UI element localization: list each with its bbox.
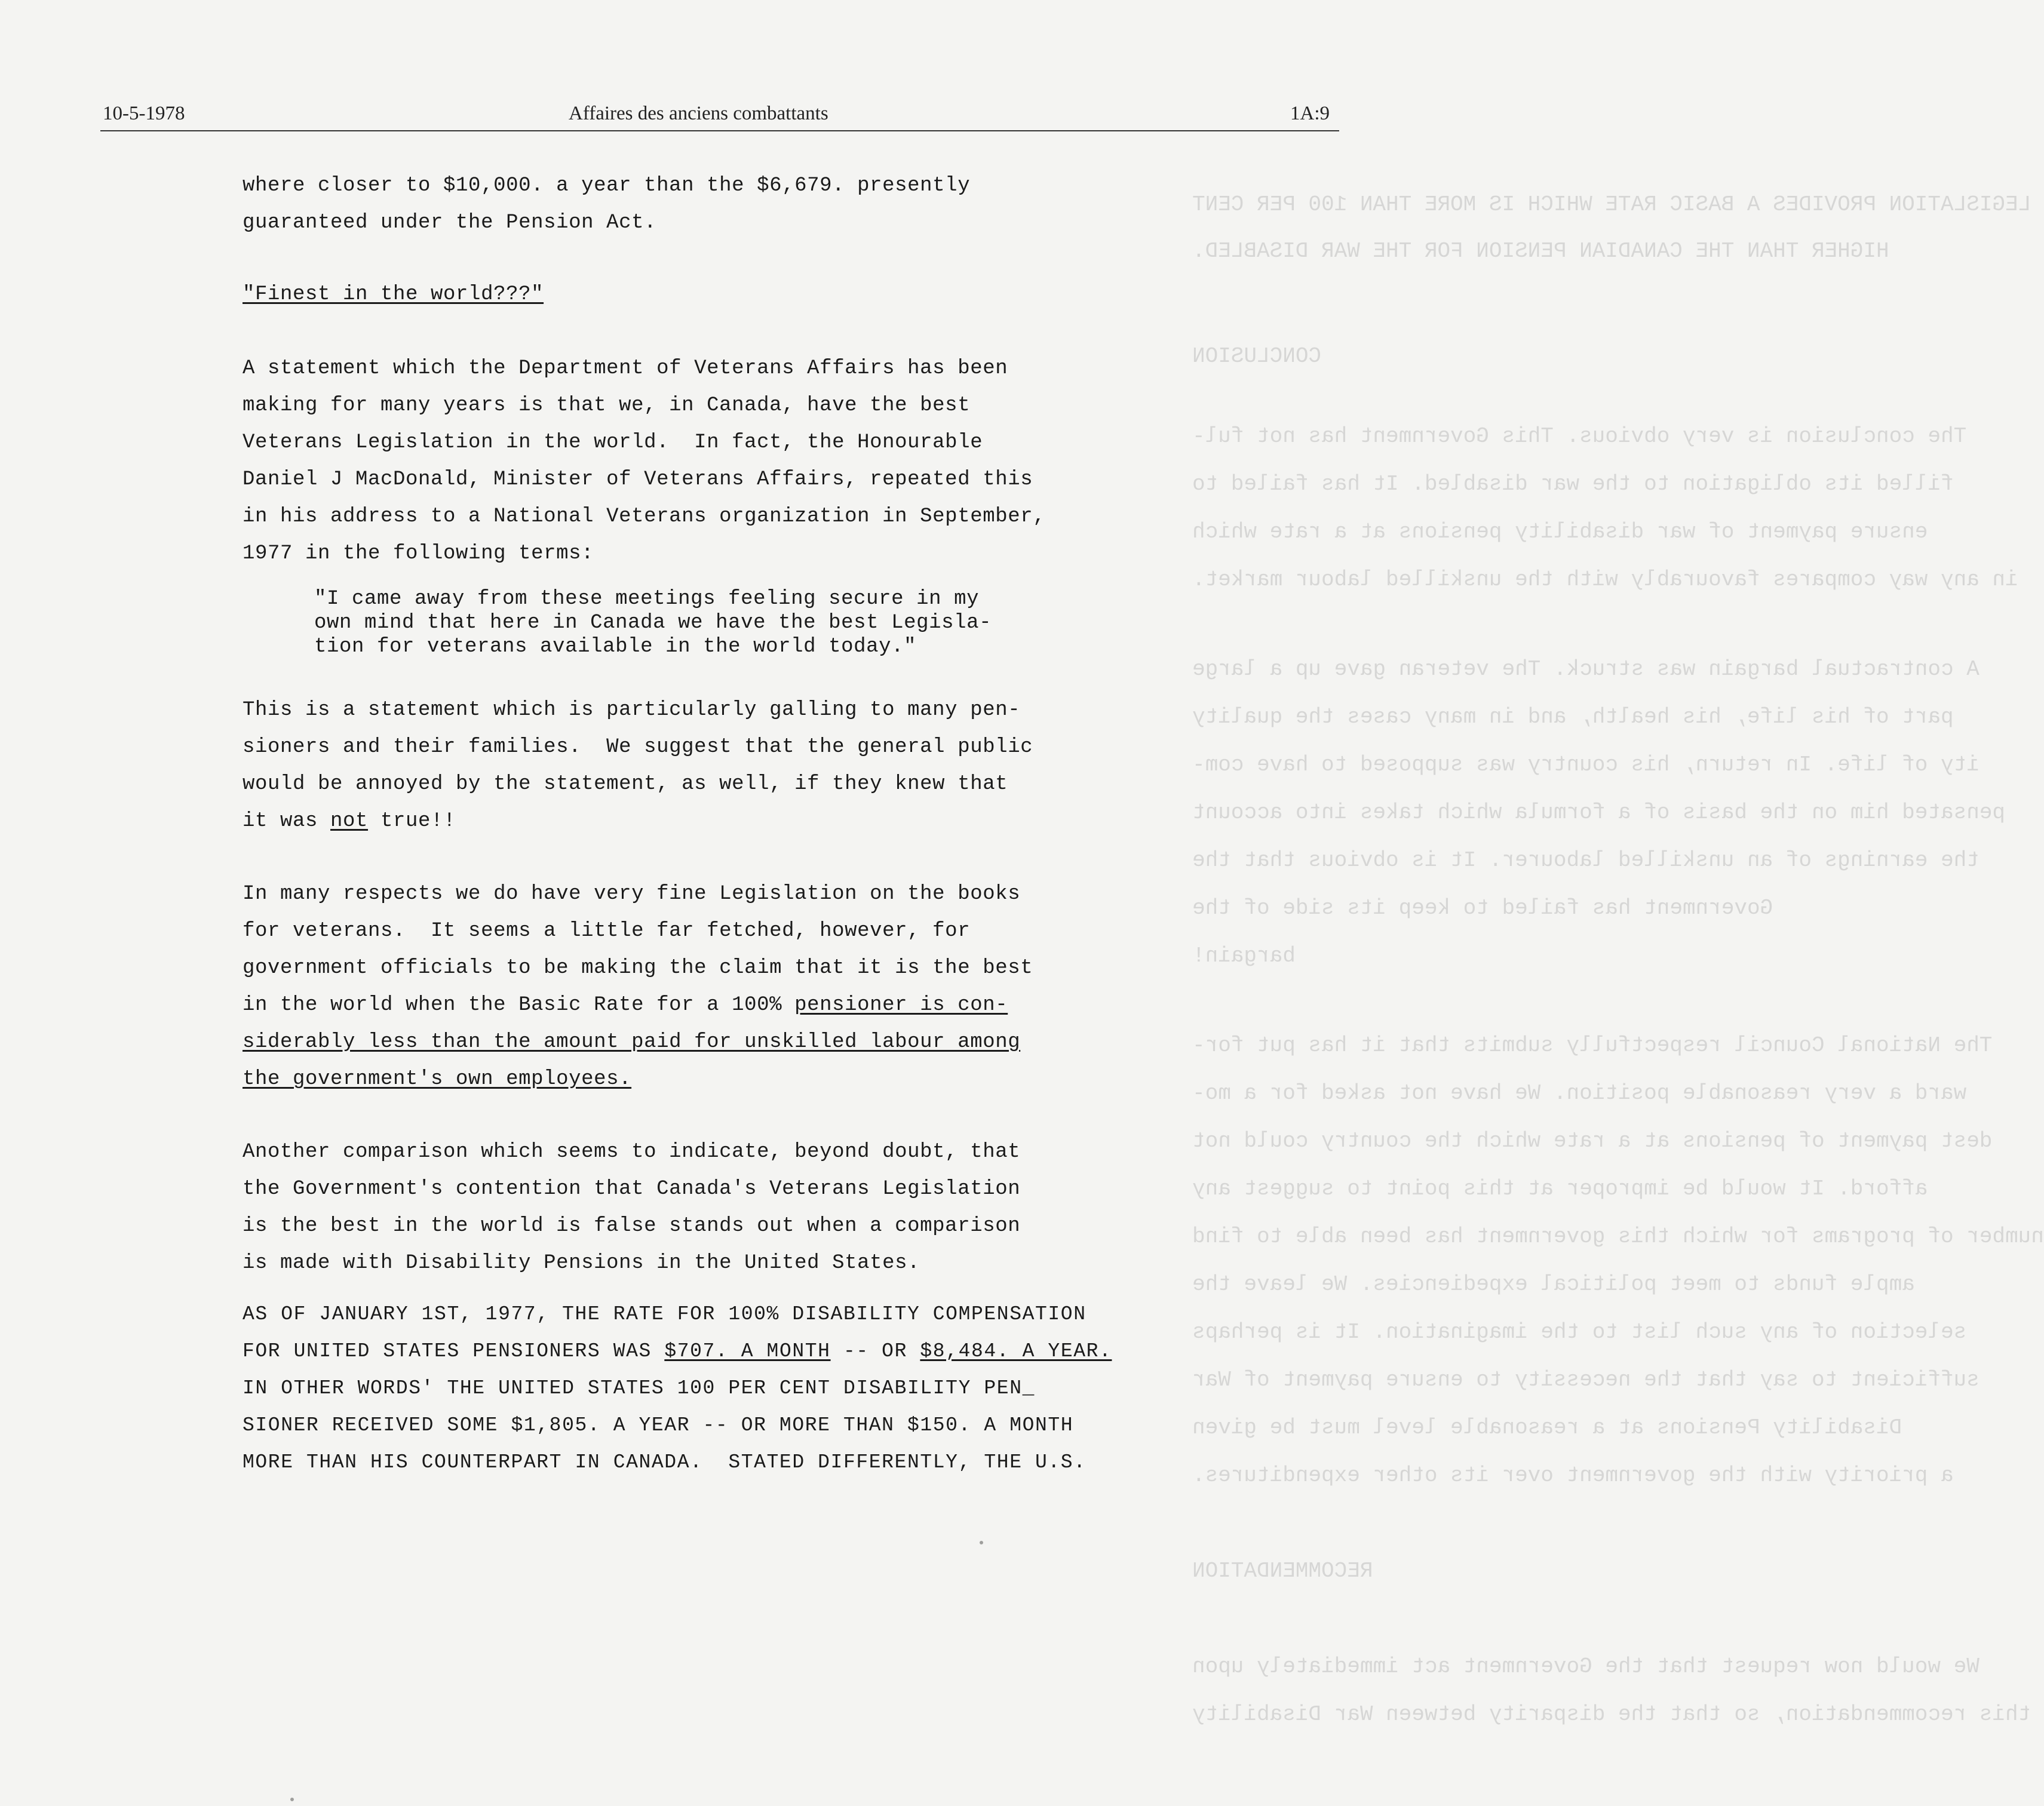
- caps-line: [243, 1340, 1112, 1362]
- text-line: government officials to be making the claim that it is the best: [243, 957, 1033, 979]
- quote-line: tion for veterans available in the world today.": [314, 635, 917, 658]
- quote-line: "I came away from these meetings feeling secure in my: [314, 588, 980, 610]
- caps-line: SIONER RECEIVED SOME $1,805. A YEAR -- OR MORE THAN $150. A MONTH: [243, 1414, 1074, 1436]
- text-line: This is a statement which is particularly galling to many pen-: [243, 699, 1021, 721]
- underlined-span: $707. A MONTH: [664, 1340, 831, 1362]
- text-line: the Government's contention that Canada's Veterans Legislation: [243, 1178, 1021, 1200]
- text-line: A statement which the Department of Veterans Affairs has been: [243, 357, 1008, 380]
- text-span: it was: [243, 810, 331, 833]
- text-line: [243, 810, 456, 833]
- text-line: is made with Disability Pensions in the United States.: [243, 1252, 920, 1274]
- text-line: making for many years is that we, in Canada, have the best: [243, 394, 971, 417]
- text-line: guaranteed under the Pension Act.: [243, 211, 657, 234]
- paper-speck: [980, 1541, 983, 1544]
- text-line: Another comparison which seems to indicate, beyond doubt, that: [243, 1141, 1021, 1163]
- text-line: [243, 994, 1008, 1016]
- emphasis-not: not: [330, 810, 369, 833]
- text-line: for veterans. It seems a little far fetched, however, for: [243, 920, 971, 942]
- text-line: the government's own employees.: [243, 1068, 632, 1091]
- header-date: 10-5-1978: [103, 103, 185, 124]
- text-line: in his address to a National Veterans organization in September,: [243, 505, 1046, 528]
- section-heading: "Finest in the world???": [243, 283, 544, 306]
- text-span: -- OR: [830, 1340, 920, 1362]
- header-title: Affaires des anciens combattants: [569, 103, 828, 124]
- text-line: Daniel J MacDonald, Minister of Veterans Affairs, repeated this: [243, 468, 1033, 491]
- underlined-span: pensioner is con-: [794, 994, 1008, 1016]
- text-span: true!!: [368, 810, 456, 833]
- text-span: in the world when the Basic Rate for a 100%: [243, 994, 795, 1016]
- underlined-span: $8,484. A YEAR.: [920, 1340, 1112, 1362]
- text-line: sioners and their families. We suggest that the general public: [243, 736, 1033, 758]
- text-line: is the best in the world is false stands out when a comparison: [243, 1215, 1021, 1237]
- text-line: 1977 in the following terms:: [243, 542, 594, 565]
- paper-speck: [290, 1798, 294, 1801]
- text-line: where closer to $10,000. a year than the $6,679. presently: [243, 174, 971, 197]
- caps-line: MORE THAN HIS COUNTERPART IN CANADA. STATED DIFFERENTLY, THE U.S.: [243, 1451, 1087, 1473]
- caps-line: AS OF JANUARY 1ST, 1977, THE RATE FOR 100% DISABILITY COMPENSATION: [243, 1303, 1087, 1325]
- text-line: siderably less than the amount paid for unskilled labour among: [243, 1031, 1021, 1054]
- text-line: would be annoyed by the statement, as well, if they knew that: [243, 773, 1008, 796]
- text-line: Veterans Legislation in the world. In fact, the Honourable: [243, 431, 983, 454]
- text-span: FOR UNITED STATES PENSIONERS WAS: [243, 1340, 665, 1362]
- bleed-through-text: LEGISLATION PROVIDES A BASIC RATE WHICH IS MORE THAN 100 PER CENT HIGHER THAN THE CANADIAN PENSION FOR THE WAR DISABLED. CONCLUSION The conclusion is very obvious. This Government has not ful- filled its obligation to the war disabled. It has failed to ensure payment of war disability pensions at a rate which in any way compares favourably with the unskilled labour market. A contractual bargain was struck. The veteran gave up a large part of his life, his health, and in many cases the quality ity of life. In return, his country was supposed to have com- pensated him on the basis of a formula which takes into account the earnings of an unskilled labourer. It is obvious that the Government has failed to keep its side of the bargain! The National Council respectfully submits that it has put for- ward a very reasonable position. We have not asked for a mo- dest payment of pensions at a rate which the country could not afford. It would be improper at this point to suggest any number of programs for which this government has been able to find ample funds to meet political expediencies. We leave the selection of any such list to the imagination. It is perhaps sufficient to say that the necessity to ensure payment of War Disability Pensions at a reasonable level must be given a priority with the government over its other expenditures. RECOMMENDATION We would now request that the Government act immediately upon this recommendation, so that the disparity between War Disability: [1192, 192, 2044, 1727]
- text-line: In many respects we do have very fine Legislation on the books: [243, 883, 1021, 905]
- caps-line: IN OTHER WORDS' THE UNITED STATES 100 PER CENT DISABILITY PEN_: [243, 1377, 1035, 1399]
- quote-line: own mind that here in Canada we have the best Legisla-: [314, 612, 992, 634]
- header-page-number: 1A:9: [1290, 103, 1330, 124]
